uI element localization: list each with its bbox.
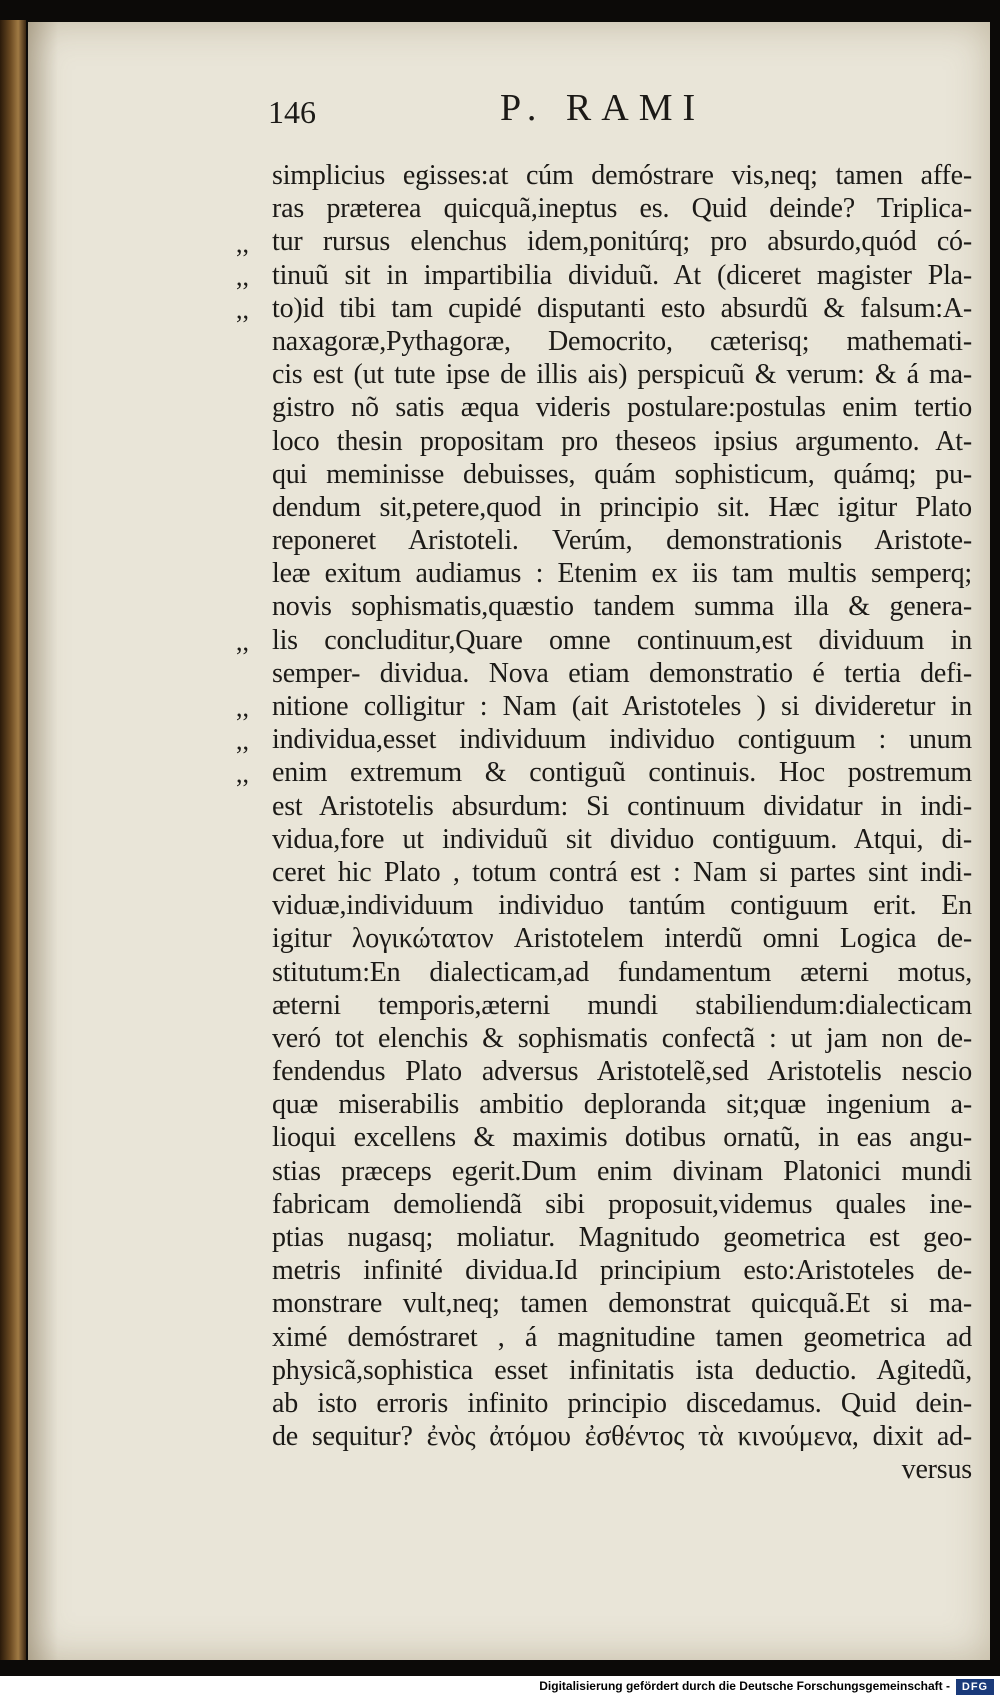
text-line: stias præceps egerit.Dum enim divinam Platonici mundi xyxy=(272,1155,972,1187)
text-line: dendum sit,petere,quod in principio sit. Hæc igitur Plato xyxy=(272,491,972,523)
text-line: fabricam demoliendã sibi proposuit,videmus quales ine- xyxy=(272,1188,972,1220)
text-line: cis est (ut tute ipse de illis ais) perspicuũ & verum: & á ma- xyxy=(272,359,972,391)
text-line: æterni temporis,æterni mundi stabiliendum:dialecticam xyxy=(272,989,972,1021)
text-line: nitione colligitur : Nam (ait Aristoteles ) si divideretur in xyxy=(272,691,972,722)
text-line: gistro nõ satis æqua videris postulare:postulas enim tertio xyxy=(272,392,972,424)
text-line: simplicius egisses:at cúm demóstrare vis,neq; tamen affe- xyxy=(272,160,972,191)
text-line: est Aristotelis absurdum: Si continuum dividatur in indi- xyxy=(272,790,972,822)
text-line: lioqui excellens & maximis dotibus ornatũ, in eas angu- xyxy=(272,1122,972,1154)
text-line: tur rursus elenchus idem,ponitúrq; pro absurdo,quód có- xyxy=(272,226,972,258)
text-line: physicã,sophistica esset infinitatis ista deductio. Agitedũ, xyxy=(272,1354,972,1386)
text-line: stitutum:En dialecticam,ad fundamentum æterni motus, xyxy=(272,956,972,988)
text-line: novis sophismatis,quæstio tandem summa illa & genera- xyxy=(272,591,972,623)
catchword: versus xyxy=(901,1454,972,1486)
text-line: leæ exitum audiamus : Etenim ex iis tam multis semperq; xyxy=(272,558,972,590)
text-line: enim extremum & contiguũ continuis. Hoc postremum xyxy=(272,757,972,789)
text-line: quæ miserabilis ambitio deploranda sit;quæ ingenium a- xyxy=(272,1089,972,1121)
text-line: ras præterea quicquã,ineptus es. Quid deinde? Triplica- xyxy=(272,193,972,225)
text-line: ab isto erroris infinito principio discedamus. Quid dein- xyxy=(272,1387,972,1419)
text-line: de sequitur? ἐνὸς ἀτόμου ἐσθέντος τὰ κινούμενα, dixit ad- xyxy=(272,1421,972,1453)
quote-mark: ,, xyxy=(236,693,249,722)
quote-mark: ,, xyxy=(236,726,249,755)
text-line: ptias nugasq; moliatur. Magnitudo geometrica est geo- xyxy=(272,1222,972,1253)
text-line: qui meminisse debuisses, quám sophisticum, quámq; pu- xyxy=(272,458,972,490)
text-line: to)id tibi tam cupidé disputanti esto absurdũ & falsum:A- xyxy=(272,292,972,324)
text-line: veró tot elenchis & sophismatis confectã : ut jam non de- xyxy=(272,1022,972,1054)
text-line: semper- dividua. Nova etiam demonstratio é tertia defi- xyxy=(272,657,972,689)
quote-mark: ,, xyxy=(236,627,249,656)
book-edge xyxy=(0,20,26,1660)
text-line: lis concluditur,Quare omne continuum,est dividuum in xyxy=(272,624,972,656)
text-line: monstrare vult,neq; tamen demonstrat quicquã.Et si ma- xyxy=(272,1288,972,1320)
text-line: individua,esset individuum individuo contiguum : unum xyxy=(272,724,972,756)
text-line: ximé demóstraret , á magnitudine tamen geometrica ad xyxy=(272,1321,972,1353)
text-line: vidua,fore ut individuũ sit dividuo contiguum. Atqui, di- xyxy=(272,823,972,855)
quote-mark: ,, xyxy=(236,295,249,324)
text-line: fendendus Plato adversus Aristotelẽ,sed Aristotelis nescio xyxy=(272,1056,972,1088)
text-line: metris infinité dividua.Id principium esto:Aristoteles de- xyxy=(272,1255,972,1287)
text-line: tinuũ sit in impartibilia dividuũ. At (diceret magister Pla- xyxy=(272,259,972,291)
footer-bar xyxy=(0,1676,1000,1699)
book-page xyxy=(28,22,990,1660)
page-number: 146 xyxy=(268,94,316,130)
text-line: ceret hic Plato , totum contrá est : Nam si partes sint indi- xyxy=(272,856,972,888)
text-line: naxagoræ,Pythagoræ, Democrito, cæterisq; mathemati- xyxy=(272,325,972,357)
body-text xyxy=(272,159,972,1487)
text-line: viduæ,individuum individuo tantúm contiguum erit. En xyxy=(272,890,972,922)
text-line: loco thesin propositam pro theseos ipsius argumento. At- xyxy=(272,425,972,457)
footer-credit: Digitalisierung gefördert durch die Deutsche Forschungsgemeinschaft - xyxy=(539,1679,950,1693)
quote-mark: ,, xyxy=(236,759,249,788)
running-head: P. RAMI xyxy=(500,87,706,129)
text-line: reponeret Aristoteli. Verúm, demonstrationis Aristote- xyxy=(272,525,972,557)
text-line: igitur λογικώτατον Aristotelem interdũ omni Logica de- xyxy=(272,923,972,955)
dfg-logo: DFG xyxy=(956,1679,994,1695)
quote-mark: ,, xyxy=(236,229,249,258)
page-header xyxy=(28,86,990,136)
quote-mark: ,, xyxy=(236,262,249,291)
